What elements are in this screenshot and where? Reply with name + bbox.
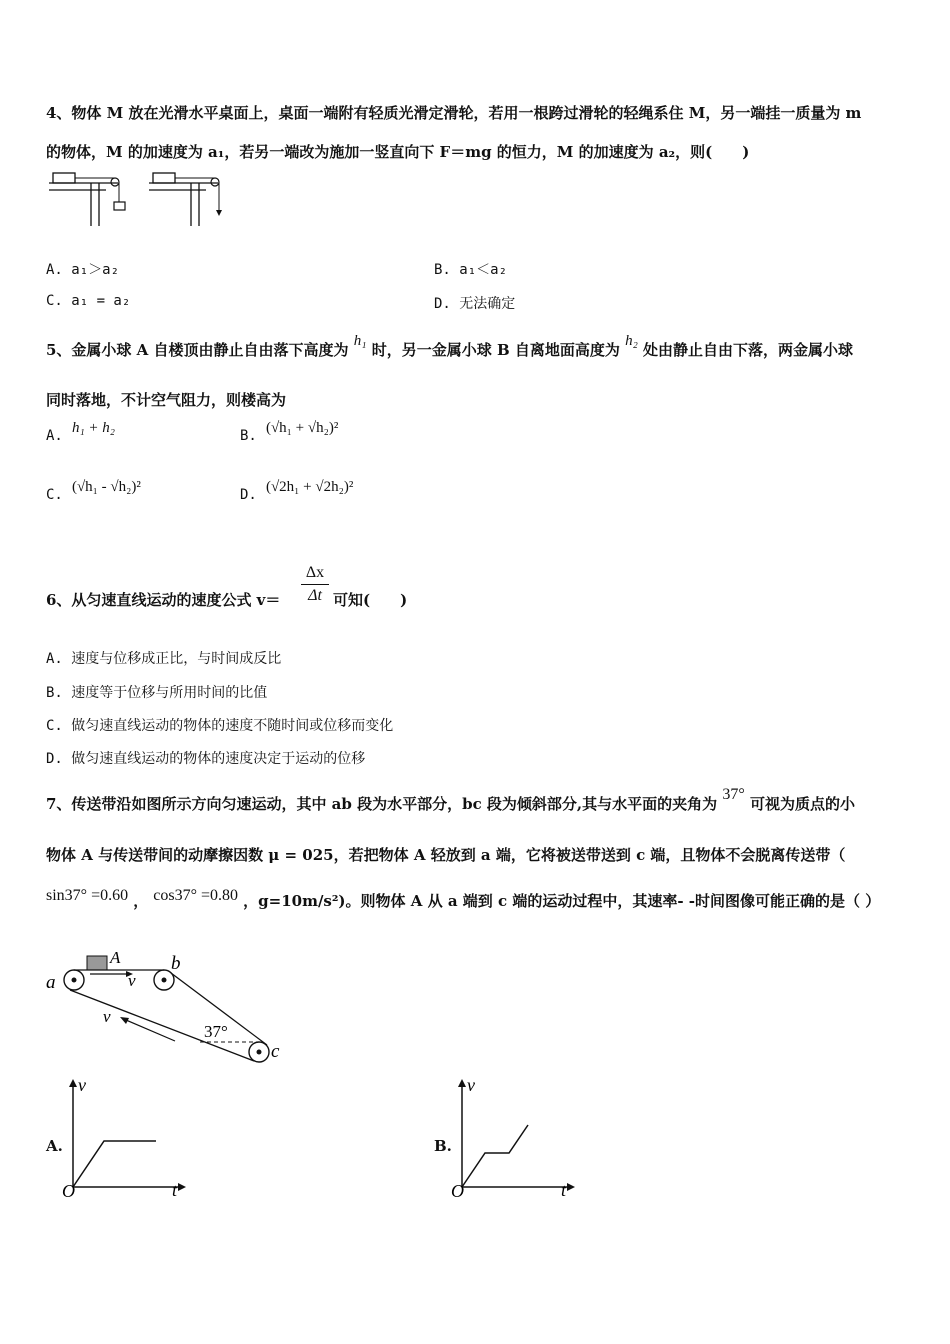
q5-option-a-expr: h₁ + h₂ (71, 420, 116, 436)
q7-angle: 37° (722, 786, 745, 803)
q7-graph-a-origin: O (62, 1181, 75, 1201)
q5-option-c[interactable] (46, 479, 141, 504)
q7-graph-a-v-label: v (78, 1075, 86, 1095)
q7-graph-b-curve (462, 1125, 528, 1187)
q6-numerator: Δx (305, 564, 325, 581)
q7-conveyor-diagram (40, 948, 300, 1068)
q7-label-v2: v (103, 1007, 111, 1026)
q4-figure-left (49, 173, 125, 226)
q7-label-a: a (46, 972, 56, 993)
q4-option-a[interactable]: A. a₁＞a₂ (46, 262, 120, 278)
q6-denominator: Δt (308, 587, 322, 604)
q4-pulley-figure (46, 168, 236, 232)
q6-option-b[interactable]: B. 速度等于位移与所用时间的比值 (46, 685, 268, 701)
q7-label-b: b (171, 953, 181, 974)
q7-label-block: A (110, 948, 121, 967)
q4-stem-line2: 的物体，M 的加速度为 a₁，若另一端改为施加一竖直向下 F＝mg 的恒力，M 的加速度为 a₂，则( ) (46, 143, 750, 161)
q7-label-c: c (271, 1041, 280, 1062)
q7-block-a (87, 956, 107, 970)
q7-graph-b-origin: O (451, 1181, 464, 1201)
q7-stem-line2: 物体 A 与传送带间的动摩擦因数 μ = 025，若把物体 A 轻放到 a 端，它将被送带送到 c 端，且物体不会脱离传送带（ (46, 846, 846, 864)
q7-graph-b-t-label: t (561, 1180, 567, 1200)
q4-figure-right (149, 173, 222, 226)
q4-option-d[interactable]: D. 无法确定 (434, 296, 516, 312)
q7-graph-a[interactable] (58, 1075, 198, 1205)
q6-fraction-bar (301, 584, 329, 585)
q6-option-a[interactable]: A. 速度与位移成正比，与时间成反比 (46, 651, 282, 667)
q6-option-c[interactable]: C. 做匀速直线运动的物体的速度不随时间或位移而变化 (46, 718, 394, 734)
q5-h2: h₂ (625, 333, 638, 349)
q5-h1: h₁ (353, 333, 367, 349)
q5-option-d[interactable] (240, 479, 354, 504)
q7-graph-a-t-label: t (172, 1180, 178, 1200)
q7-cos: cos37° =0.80 (153, 887, 239, 904)
q7-stem-line1 (46, 786, 856, 814)
q5-option-a-label: A. (46, 428, 63, 444)
q6-stem-part2: 可知( ) (333, 591, 408, 609)
q6-stem-part1: 6、从匀速直线运动的速度公式 v＝ (46, 591, 281, 609)
q7-label-v1: v (128, 971, 136, 990)
q6-fraction (300, 563, 330, 606)
q4-option-b[interactable]: B. a₁＜a₂ (434, 262, 508, 278)
q5-option-b-expr: (√h₁ + √h₂)² (265, 420, 339, 436)
q5-option-c-expr: (√h₁ - √h₂)² (71, 479, 141, 495)
q5-stem-line1 (46, 333, 854, 360)
q7-stem-part2: 可视为质点的小 (750, 795, 856, 813)
q5-option-c-label: C. (46, 487, 63, 503)
q7-graph-a-curve (73, 1141, 156, 1187)
q5-stem-part3: 处由静止自由下落，两金属小球 (643, 341, 854, 359)
q4-option-c[interactable]: C. a₁ = a₂ (46, 293, 131, 309)
q7-stem-part3: ，g=10m/s²)。则物体 A 从 a 端到 c 端的运动过程中，其速率- -时间图像可能正确的是（ ） (243, 892, 881, 910)
q5-stem-part2: 时，另一金属小球 B 自离地面高度为 (371, 341, 620, 359)
q4-stem-line1: 4、物体 M 放在光滑水平桌面上，桌面一端附有轻质光滑定滑轮，若用一根跨过滑轮的轻绳系住 M，另一端挂一质量为 m (46, 104, 862, 122)
q5-option-a[interactable] (46, 420, 116, 445)
q7-separator: ， (133, 892, 149, 910)
q5-option-b-label: B. (240, 428, 257, 444)
q7-arrow-v2 (126, 1020, 175, 1041)
q7-label-angle: 37° (204, 1022, 228, 1041)
q7-option-a-label[interactable]: A. (46, 1137, 63, 1155)
q7-graph-b-v-label: v (467, 1075, 475, 1095)
q5-option-d-expr: (√2h₁ + √2h₂)² (265, 479, 354, 495)
q5-option-b[interactable] (240, 420, 339, 445)
q5-stem-part1: 5、金属小球 A 自楼顶由静止自由落下高度为 (46, 341, 349, 359)
q7-sin: sin37° =0.60 (46, 887, 129, 904)
q7-option-b-label[interactable]: B. (434, 1137, 452, 1155)
q7-stem-line3 (46, 887, 881, 911)
q5-stem-line2: 同时落地，不计空气阻力，则楼高为 (46, 391, 287, 409)
q7-stem-part1: 7、传送带沿如图所示方向匀速运动，其中 ab 段为水平部分，bc 段为倾斜部分,其与水平面的夹角为 (46, 795, 718, 813)
q5-option-d-label: D. (240, 487, 257, 503)
q6-option-d[interactable]: D. 做匀速直线运动的物体的速度决定于运动的位移 (46, 751, 366, 767)
q7-graph-b[interactable] (447, 1075, 587, 1205)
